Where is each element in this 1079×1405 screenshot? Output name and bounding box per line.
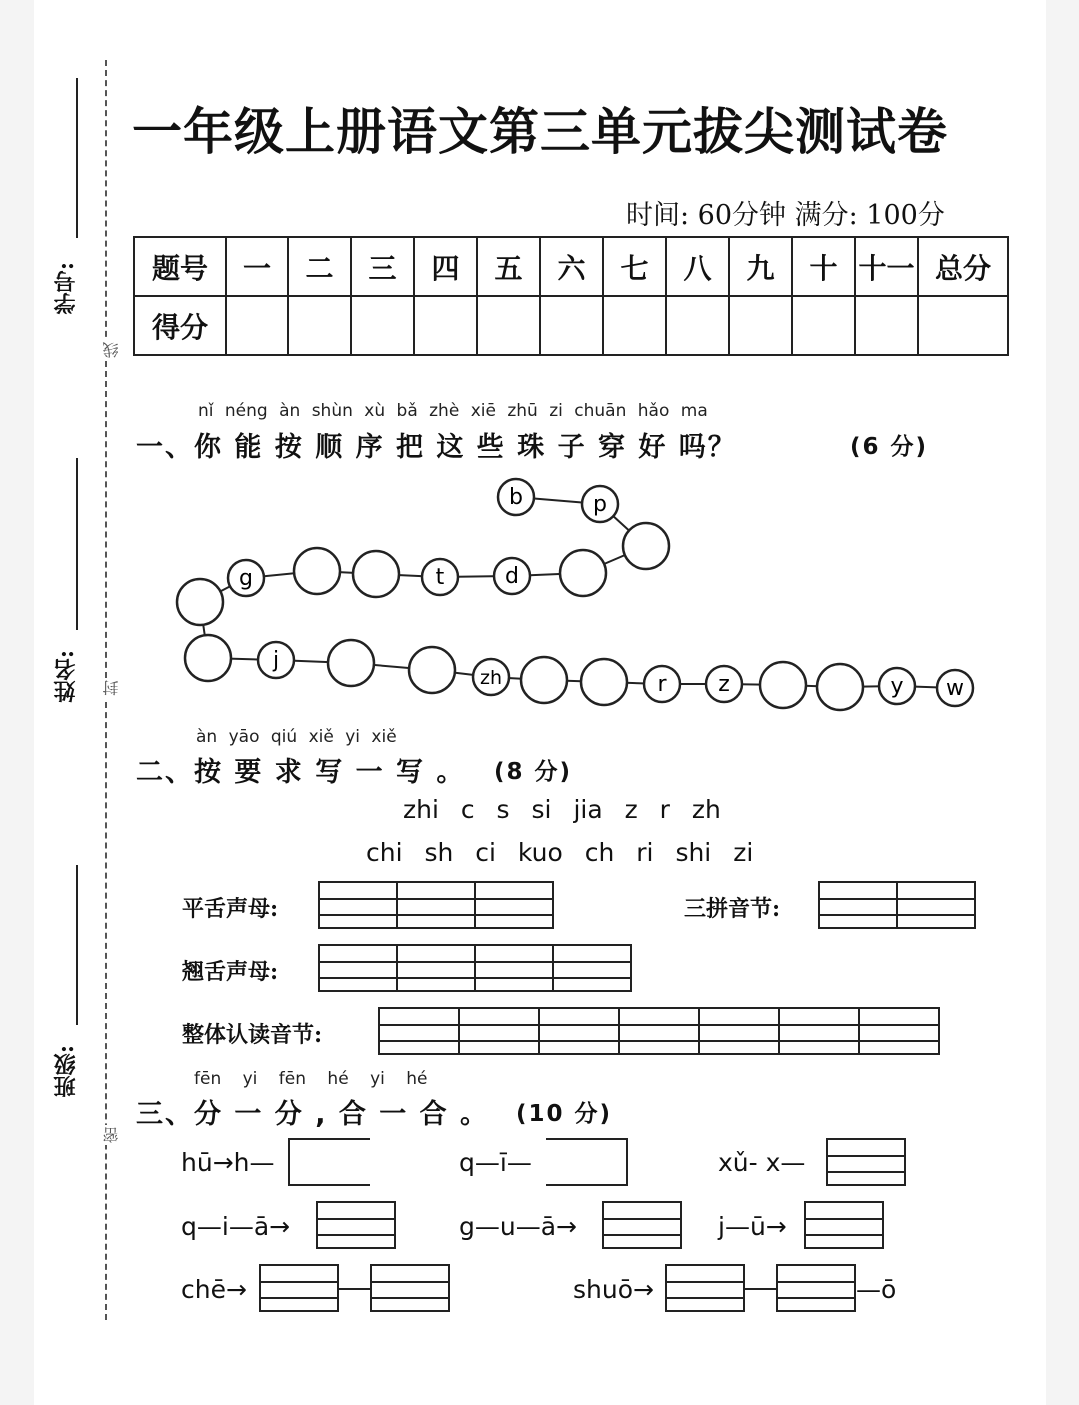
expr-qia: q—i—ā→: [181, 1212, 291, 1241]
writing-cell[interactable]: [804, 1201, 884, 1249]
q2-syllables-row2: chi sh ci kuo ch ri shi zi: [366, 838, 754, 867]
bead-empty[interactable]: [353, 551, 399, 597]
bead-label: j: [272, 648, 280, 673]
writing-cell[interactable]: [318, 881, 398, 929]
expr-gua: g—u—ā→: [459, 1212, 577, 1241]
q2-syllables-row1: zhi c s si jia z r zh: [403, 795, 721, 824]
bead-label: w: [946, 676, 964, 701]
whole-syllable-answer: [378, 1007, 940, 1055]
writing-cell[interactable]: [778, 1007, 860, 1055]
flat-tongue-label: 平舌声母:: [182, 896, 279, 922]
ju-answer: [804, 1201, 884, 1249]
q2-score: (8 分): [494, 759, 573, 785]
expr-o: —ō: [856, 1275, 897, 1304]
col-2: 二: [288, 237, 351, 296]
q1-pinyin: nǐ néng àn shùn xù bǎ zhè xiē zhū zi chuān hǎo ma: [198, 401, 708, 421]
writing-cell[interactable]: [826, 1138, 906, 1186]
writing-cell[interactable]: [538, 1007, 620, 1055]
qia-answer: [316, 1201, 396, 1249]
bead-label: y: [890, 674, 904, 699]
writing-cell[interactable]: [474, 881, 554, 929]
student-no-label: 学号:: [53, 262, 79, 315]
writing-cell[interactable]: [552, 944, 632, 992]
binding-mark-seal: 封: [102, 680, 121, 696]
col-1: 一: [226, 237, 288, 296]
triple-syllable-answer: [818, 881, 976, 929]
col-7: 七: [603, 237, 666, 296]
q3-heading: 三、分 一 分 , 合 一 合 。: [136, 1099, 490, 1130]
che-answer-1: [259, 1264, 339, 1312]
expr-shuo: shuō→: [573, 1275, 654, 1304]
expr-hu: hū→h—: [181, 1148, 275, 1177]
bead-empty[interactable]: [560, 550, 606, 596]
bead-empty[interactable]: [409, 647, 455, 693]
writing-cell[interactable]: [602, 1201, 682, 1249]
bead-empty[interactable]: [760, 662, 806, 708]
score-label: 得分: [134, 296, 226, 355]
bead-label: r: [657, 672, 667, 697]
triple-syllable-label: 三拼音节:: [684, 896, 781, 922]
binding-mark-line: 线: [102, 342, 121, 358]
bead-label: b: [509, 485, 523, 510]
xu-answer: [826, 1138, 906, 1186]
writing-cell[interactable]: [858, 1007, 940, 1055]
bead-empty[interactable]: [817, 664, 863, 710]
connector-line: [339, 1288, 371, 1290]
bead-empty[interactable]: [294, 548, 340, 594]
answer-bracket[interactable]: [288, 1138, 370, 1186]
shuo-answer-2: [776, 1264, 856, 1312]
exam-meta: 时间: 60分钟 满分: 100分: [626, 200, 945, 231]
writing-cell[interactable]: [396, 881, 476, 929]
whole-syllable-label: 整体认读音节:: [182, 1022, 323, 1048]
retroflex-label: 翘舌声母:: [182, 959, 279, 985]
bead-label: p: [593, 492, 607, 517]
q3-pinyin: fēn yi fēn hé yi hé: [194, 1069, 428, 1089]
bead-empty[interactable]: [581, 659, 627, 705]
q2-heading: 二、按 要 求 写 一 写 。: [136, 757, 466, 788]
gua-answer: [602, 1201, 682, 1249]
q2-pinyin: àn yāo qiú xiě yi xiě: [196, 727, 397, 747]
col-10: 十: [792, 237, 855, 296]
col-3: 三: [351, 237, 414, 296]
bead-label: t: [435, 565, 445, 590]
col-8: 八: [666, 237, 729, 296]
q1-score: (6 分): [850, 434, 929, 460]
bead-label: d: [505, 564, 519, 589]
expr-xu: xǔ- x—: [718, 1148, 806, 1177]
writing-cell[interactable]: [370, 1264, 450, 1312]
writing-cell[interactable]: [458, 1007, 540, 1055]
writing-cell[interactable]: [259, 1264, 339, 1312]
q1-heading: 一、你 能 按 顺 序 把 这 些 珠 子 穿 好 吗？: [136, 432, 737, 463]
writing-cell[interactable]: [698, 1007, 780, 1055]
writing-cell[interactable]: [474, 944, 554, 992]
flat-tongue-answer: [318, 881, 554, 929]
col-4: 四: [414, 237, 477, 296]
expr-qi: q—ī—: [459, 1148, 532, 1177]
bead-label: g: [239, 566, 253, 591]
col-11: 十一: [855, 237, 918, 296]
bead-empty[interactable]: [521, 657, 567, 703]
expr-ju: j—ū→: [718, 1212, 787, 1241]
binding-mark-close: 密: [102, 1127, 121, 1143]
bead-empty[interactable]: [623, 523, 669, 569]
header-label: 题号: [134, 237, 226, 296]
writing-cell[interactable]: [318, 944, 398, 992]
connector-line: [745, 1288, 776, 1290]
writing-cell[interactable]: [665, 1264, 745, 1312]
exam-title: 一年级上册语文第三单元拔尖测试卷: [132, 102, 948, 161]
bead-empty[interactable]: [328, 640, 374, 686]
writing-cell[interactable]: [896, 881, 976, 929]
che-answer-2: [370, 1264, 450, 1312]
expr-che: chē→: [181, 1275, 247, 1304]
writing-cell[interactable]: [618, 1007, 700, 1055]
bead-layer: [177, 479, 973, 710]
col-6: 六: [540, 237, 603, 296]
class-label: 班级:: [53, 1045, 79, 1098]
col-total: 总分: [918, 237, 1008, 296]
bead-empty[interactable]: [185, 635, 231, 681]
shuo-answer-1: [665, 1264, 745, 1312]
writing-cell[interactable]: [818, 881, 898, 929]
q3-score: (10 分): [516, 1101, 613, 1127]
writing-cell[interactable]: [396, 944, 476, 992]
name-label: 姓名:: [53, 650, 79, 703]
bead-label: z: [718, 672, 730, 697]
writing-cell[interactable]: [776, 1264, 856, 1312]
bead-label: zh: [479, 667, 503, 689]
writing-cell[interactable]: [378, 1007, 460, 1055]
col-5: 五: [477, 237, 540, 296]
col-9: 九: [729, 237, 792, 296]
retroflex-answer: [318, 944, 632, 992]
bead-empty[interactable]: [177, 579, 223, 625]
writing-cell[interactable]: [316, 1201, 396, 1249]
answer-bracket[interactable]: [546, 1138, 628, 1186]
